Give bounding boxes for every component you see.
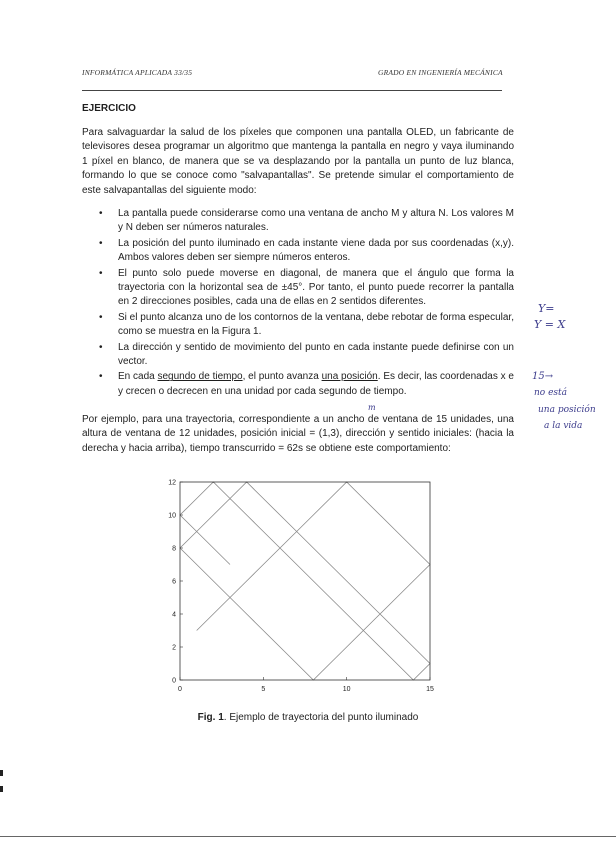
y-tick-label: 0 [172,677,176,685]
x-tick-label: 5 [261,686,266,693]
bullet-item: • La dirección y sentido de movimiento del punto en cada instante puede definirse con un vector. [99,341,514,368]
figure-caption [0,712,616,723]
bullet-text: La posición del punto iluminado en cada instante viene dada por sus coordenadas (x,y). Ambos valores deben ser siempre números enteros. [118,237,514,264]
y-tick-label: 8 [172,545,176,553]
y-tick-label: 10 [168,512,176,520]
x-tick-label: 15 [426,686,434,693]
section-title: EJERCICIO [82,103,136,114]
caption-text: . Ejemplo de trayectoria del punto iluminado [223,712,419,723]
example-paragraph: Por ejemplo, para una trayectoria, correspondiente a un ancho de ventana de 15 unidades, una altura de ventana de 12 unidades, posición inicial = (1,3), dirección y sentido iniciales: (hacia la derecha y hacia arriba), tiempo transcurrido = 62s se obtiene este comportamiento: [82,414,514,454]
handwritten-note: a la vida [544,421,583,431]
handwritten-note: m [368,403,376,412]
header-left: INFORMÁTICA APLICADA 33/35 [82,68,193,77]
trajectory-line [180,482,430,680]
x-tick-label: 10 [342,686,351,693]
underlined-phrase: segundo de tiempo [157,371,243,383]
header-right: GRADO EN INGENIERÍA MECÁNICA [378,68,503,77]
handwritten-note: 15→ [532,371,554,382]
bullet-text-post: . Es decir, las coordenadas x e y crecen o decrecen en una unidad por cada segundo de tiempo. [118,371,514,397]
bullet-text: El punto solo puede moverse en diagonal, de manera que el ángulo que forma la trayectoria con la horizontal sea de ±45°. Por tanto, el punto puede recorrer la pantalla en 2 direcciones posibles, cada una de ellas en 2 sentidos diferentes. [118,267,514,308]
intro-paragraph: Para salvaguardar la salud de los píxeles que componen una pantalla OLED, un fabricante de televisores desea programar un algoritmo que mantenga la pantalla en negro y vaya iluminando 1 píxel en blanco, de manera que se va desplazando por la pantalla un punto de luz blanca, formando lo que se conoce como "salvapantallas". Se pretende simular el comportamiento de este salvapantallas del siguiente modo: [82,127,514,196]
handwritten-note: Y= [538,302,555,315]
bullet-text: La dirección y sentido de movimiento del punto en cada instante puede definirse con un vector. [118,341,514,368]
bullet-list [82,207,514,400]
margin-mark [0,786,3,792]
bullet-text-mid: , el punto avanza [242,371,322,383]
underlined-phrase: una posición [321,371,378,383]
bullet-text: Si el punto alcanza uno de los contornos de la ventana, debe rebotar de forma especular, como se muestra en la Figura 1. [118,311,514,338]
y-tick-label: 12 [168,479,176,487]
margin-mark [0,770,3,776]
bullet-text-pre: En cada [118,371,158,383]
header-rule [82,90,502,91]
bullet-item: • En cada segundo de tiempo, el punto avanza una posición. Es decir, las coordenadas x e y crecen o decrecen en una unidad por cada segundo de tiempo. [99,371,514,397]
handwritten-note: Y = X [534,318,566,331]
y-tick-label: 6 [172,578,176,586]
y-tick-label: 2 [172,644,176,652]
footer-rule [0,836,616,837]
handwritten-note: una posición [538,405,596,415]
handwritten-note: no está [534,388,568,398]
bullet-item: • La pantalla puede considerarse como una ventana de ancho M y altura N. Los valores M y N deben ser números naturales. [99,208,514,234]
bullet-item: • Si el punto alcanza uno de los contornos de la ventana, debe rebotar de forma especular, como se muestra en la Figura 1. [99,311,514,338]
caption-label: Fig. 1 [197,712,224,723]
bullet-text: La pantalla puede considerarse como una ventana de ancho M y altura N. Los valores M y N deben ser números naturales. [118,208,514,234]
bullet-item: • El punto solo puede moverse en diagonal, de manera que el ángulo que forma la trayectoria con la horizontal sea de ±45°. Por tanto, el punto puede recorrer la pantalla en 2 direcciones posibles, cada una de ellas en 2 sentidos diferentes. [99,267,514,308]
x-tick-label: 0 [178,686,182,693]
bullet-item: • La posición del punto iluminado en cada instante viene dada por sus coordenadas (x,y). Ambos valores deben ser siempre números enteros. [99,237,514,264]
y-tick-label: 4 [172,611,176,619]
plot-frame [180,482,430,680]
